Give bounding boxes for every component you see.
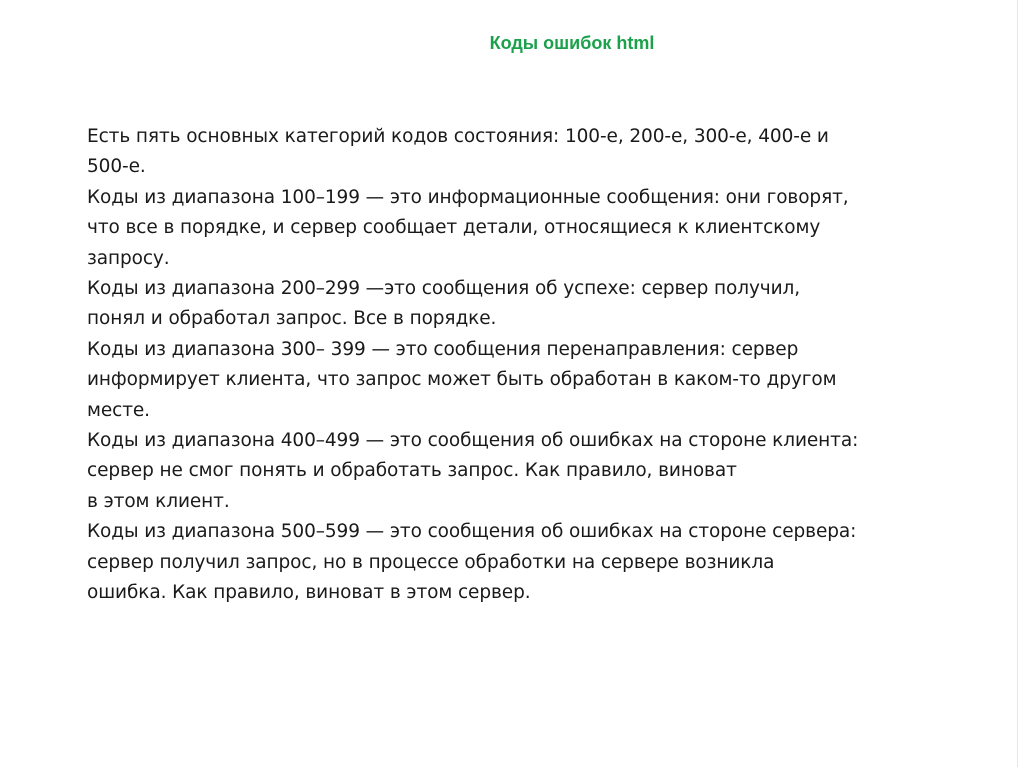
body-line: что все в порядке, и сервер сообщает детали, относящиеся к клиентскому — [87, 217, 821, 239]
slide-edge-divider — [1017, 0, 1018, 767]
body-line: информирует клиента, что запрос может быть обработан в каком-то другом — [87, 369, 837, 391]
body-line: сервер не смог понять и обработать запрос. Как правило, виноват — [87, 460, 737, 482]
body-line: Коды из диапазона 300– 399 — это сообщения перенаправления: сервер — [87, 338, 799, 360]
body-line: в этом клиент. — [87, 490, 230, 512]
body-line: 500-е. — [87, 156, 146, 178]
slide-title: Коды ошибок html — [489, 33, 655, 53]
body-line: Коды из диапазона 200–299 —это сообщения об успехе: сервер получил, — [87, 278, 801, 300]
body-line: понял и обработал запрос. Все в порядке. — [87, 308, 497, 330]
body-line: ошибка. Как правило, виноват в этом сервер. — [87, 582, 531, 604]
body-line: Коды из диапазона 500–599 — это сообщения об ошибках на стороне сервера: — [87, 521, 857, 543]
body-line: Коды из диапазона 400–499 — это сообщения об ошибках на стороне клиента: — [87, 430, 859, 452]
body-line: месте. — [87, 399, 150, 421]
body-line: запросу. — [87, 247, 170, 269]
slide-body — [87, 122, 987, 609]
body-line: сервер получил запрос, но в процессе обработки на сервере возникла — [87, 551, 775, 573]
body-line: Есть пять основных категорий кодов состояния: 100-е, 200-е, 300-е, 400-е и — [87, 126, 829, 147]
body-line: Коды из диапазона 100–199 — это информационные сообщения: они говорят, — [87, 186, 849, 208]
